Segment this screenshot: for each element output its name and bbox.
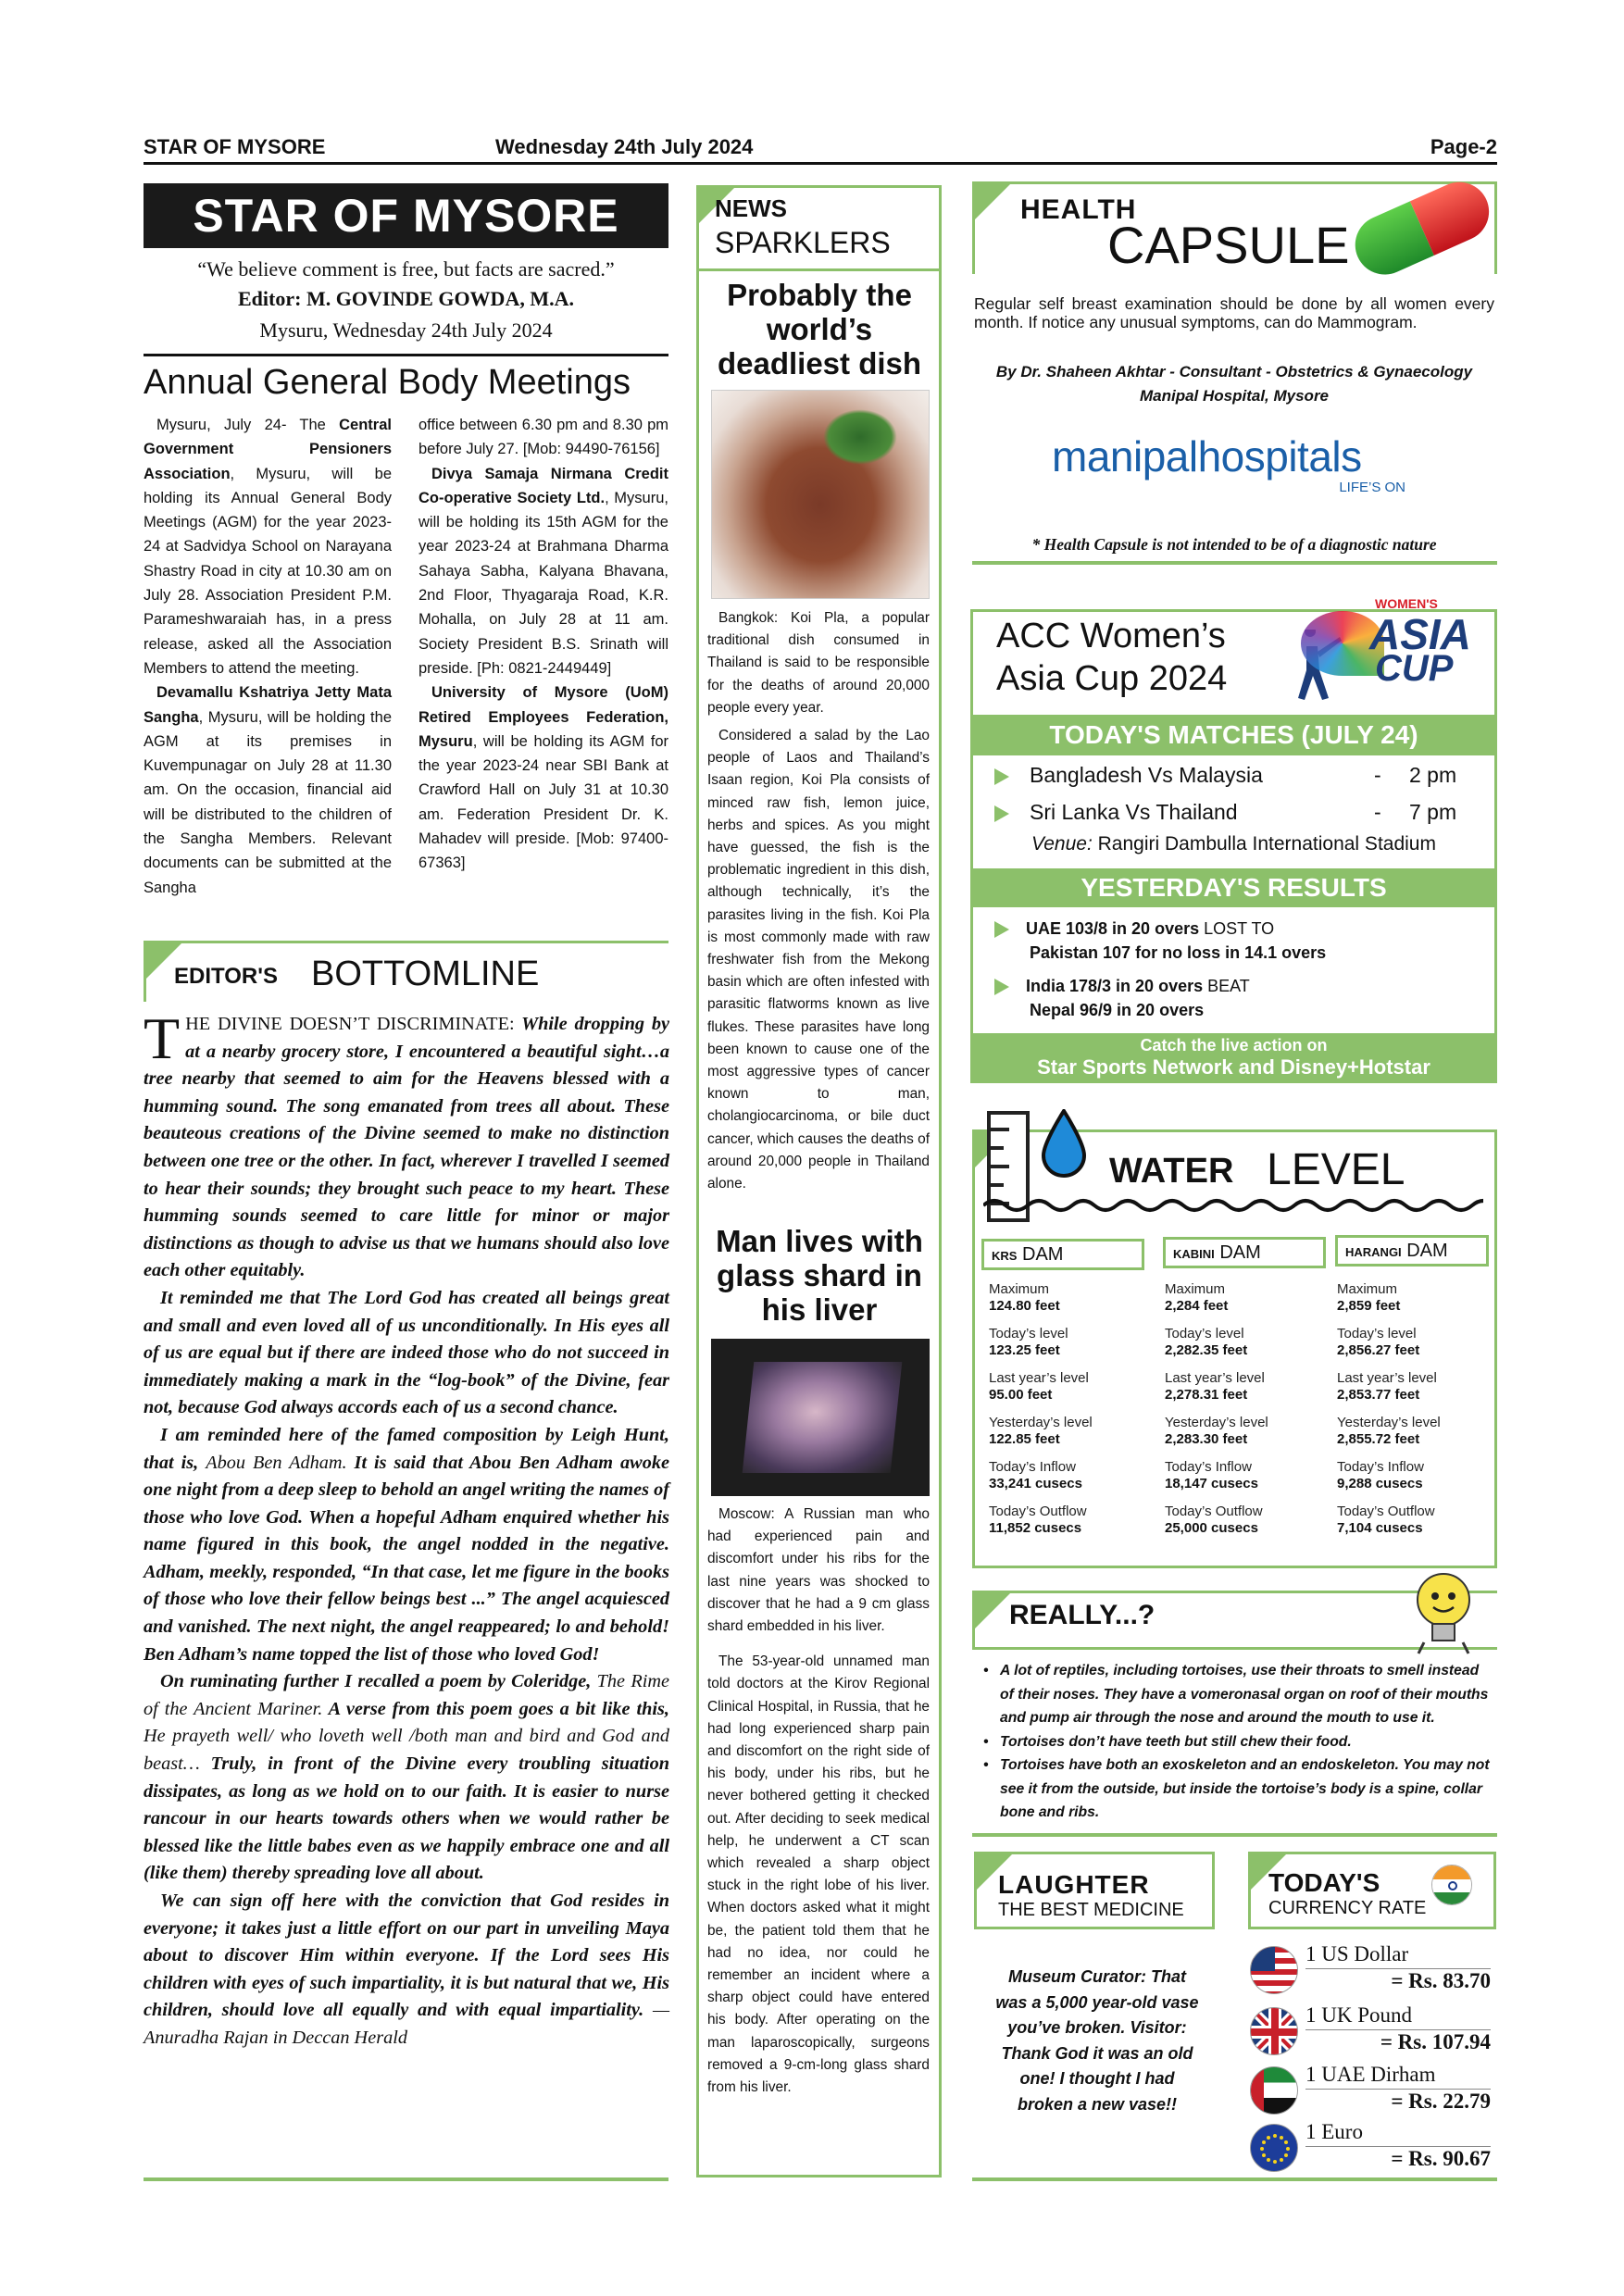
asia-cup-logo-bot: CUP: [1375, 648, 1454, 689]
masthead-rule: [144, 354, 668, 356]
agm-item: Devamallu Kshatriya Jetty Mata Sangha, Mysuru, will be holding the AGM at its premises in Kuvempunagar on July 28 at 11.30 am. On the occasion, financial aid will be distributed to the children of the Sangha Members. Relevant documents can be submitted at the Sangha: [144, 684, 392, 896]
news-label-big: SPARKLERS: [715, 226, 891, 259]
story1-body: [707, 607, 930, 1195]
currency-title: TODAY'S: [1268, 1868, 1380, 1897]
venue-line: Venue: Rangiri Dambulla International Stadium: [1031, 833, 1436, 855]
header-page-number: Page-2: [1430, 135, 1497, 158]
yesterdays-results-bar: [973, 868, 1494, 907]
asia-cup-logo-top: WOMEN'S: [1375, 596, 1438, 611]
news-label-rule: [699, 268, 939, 271]
result-row: UAE 103/8 in 20 overs LOST TO Pakistan 107 for no loss in 14.1 overs: [994, 917, 1476, 965]
laughter-joke: Museum Curator: That was a 5,000 year-old vase you’ve broken. Visitor: Thank God it was an old one! I thought I had broken a new vase!!: [995, 1967, 1199, 2114]
manipal-logo-name: manipalhospitals: [1052, 432, 1362, 480]
dam-label-kabini: KABINI DAM: [1163, 1237, 1326, 1268]
story2-photo: [711, 1339, 930, 1496]
health-label-big: CAPSULE: [1107, 216, 1350, 274]
water-waves-icon: [983, 1194, 1483, 1217]
live-action-line-2: Star Sports Network and Disney+Hotstar: [1037, 1055, 1430, 1079]
india-flag-icon: [1431, 1865, 1472, 1905]
todays-matches-label: TODAY'S MATCHES (JULY 24): [1049, 720, 1418, 749]
us-flag-icon: [1250, 1946, 1298, 1994]
live-action-line-1: Catch the live action on: [1140, 1036, 1328, 1054]
asia-cup-logo-mid: ASIA: [1369, 610, 1471, 658]
bottomline-body: [144, 1005, 670, 2053]
dam-stats-harangi: Maximum 2,859 feet Today’s level 2,856.27 feet Last year’s level 2,853.77 feet Yesterday’s level 2,855.72 feet Today’s Inflow 9,288 cusecs Today’s Outflow 7,104 cusecs: [1337, 1281, 1441, 1536]
story2-headline: Man lives with glass shard in his liver: [716, 1224, 923, 1327]
bottomline-bottom-rule: [144, 2177, 668, 2181]
eu-flag-icon: [1250, 2124, 1298, 2172]
agm-item: University of Mysore (UoM) Retired Employees Federation, Mysuru, will be holding its AGM for the year 2023-24 near SBI Bank at Crawford Hall on July 31 at 10.30 am. Federation President Dr. K. Mahadev will preside. [Mob: 97400-67363]: [418, 684, 668, 872]
match-row: Bangladesh Vs Malaysia - 2 pm: [994, 763, 1476, 788]
agm-column-1: [144, 413, 392, 900]
bullet-arrow-icon: [994, 768, 1009, 785]
story-paragraph: Bangkok: Koi Pla, a popular traditional dish consumed in Thailand is said to be responsible for the deaths of around 20,000 people every year.: [707, 610, 930, 716]
health-disclaimer: * Health Capsule is not intended to be of a diagnostic nature: [1031, 535, 1437, 554]
currency-row: 1 UAE Dirham = Rs. 22.79: [1305, 2063, 1491, 2113]
page-header: [144, 133, 1497, 165]
agm-item: Mysuru, July 24- The Central Government Pensioners Association, Mysuru, will be holding its Annual General Body Meetings (AGM) for the year 2023-24 at Sadvidya School on Narayana Shastry Road in city at 10.30 am on July 28. Association President P.M. Parameshwaraiah has, in a press release, asked all the Association Members to attend the meeting.: [144, 417, 392, 677]
health-hospital: Manipal Hospital, Mysore: [1139, 387, 1330, 405]
masthead-title: STAR OF MYSORE: [193, 190, 619, 242]
bullet-arrow-icon: [994, 921, 1009, 938]
currency-row: 1 Euro = Rs. 90.67: [1305, 2120, 1491, 2170]
garnish-leaves: [823, 409, 897, 465]
yesterdays-results-label: YESTERDAY'S RESULTS: [1081, 873, 1387, 902]
dam-label-krs: KRS DAM: [981, 1239, 1144, 1270]
manipal-logo-tag: LIFE’S ON: [1339, 480, 1405, 495]
uk-flag-icon: [1250, 2007, 1298, 2055]
water-title-light: LEVEL: [1267, 1145, 1405, 1194]
header-paper-name: STAR OF MYSORE: [144, 135, 326, 158]
story1-headline: Probably the world’s deadliest dish: [717, 278, 922, 381]
bottomline-paragraph: It reminded me that The Lord God has created all beings great and small and even loved all of us unconditionally. In His eyes all of us are equal but if there are indeed those who do not succeed in immediately making a mark in the “log-book” of the Divine, fear not, because God always accords each of us a second chance.: [144, 1287, 669, 1418]
story-paragraph: Considered a salad by the Lao people of Laos and Thailand’s Isaan region, Koi Pla consists of minced raw fish, lemon juice, herbs and spices. As you might have guessed, the fish is the problematic ingredient in this dish, although technically, it’s the parasites living in the fish. Koi Pla is most commonly made with raw freshwater fish from the Mekong basin which are often infested with parasitic flatworms known as live flukes. These parasites have long been known to cause one of the most aggressive types of cancer known to man, cholangiocarcinoma, or bile duct cancer, which causes the deaths of around 20,000 people in Thailand alone.: [707, 728, 930, 1192]
masthead-motto: “We believe comment is free, but facts are sacred.”: [197, 257, 615, 281]
masthead-banner: [144, 183, 668, 248]
currency-row: 1 US Dollar = Rs. 83.70: [1305, 1942, 1491, 1992]
bottomline-paragraph: We can sign off here with the conviction that God resides in everyone; it takes just a little effort on our part in unveiling Maya about to discover Him within everyone. If the Lord sees His children with eyes of such impartiality, it is but natural that we, His children, should love all equally and with equal impartiality. —Anuradha Rajan in Deccan Herald: [144, 1890, 669, 2048]
corner-tag: [975, 184, 1010, 219]
currency-subtitle: CURRENCY RATE: [1268, 1898, 1427, 1918]
water-title-bold: WATER: [1109, 1152, 1234, 1191]
drop-cap: T: [144, 1005, 181, 1071]
asia-cup-logo: [1282, 593, 1471, 704]
masthead-dateline: Mysuru, Wednesday 24th July 2024: [259, 318, 553, 342]
water-drop-icon: [1041, 1109, 1087, 1179]
story2-body: [707, 1504, 930, 2099]
right-bottom-rule: [972, 2177, 1497, 2181]
corner-tag: [975, 1593, 1010, 1628]
health-label-small: HEALTH: [1020, 194, 1137, 225]
bottomline-paragraph: THE DIVINE DOESN’T DISCRIMINATE: While dropping by at a nearby grocery store, I encountered a beautiful sight…a tree nearby that seemed to aim for the Heavens blessed with a humming sound. The song emanated from trees all about. These beauteous creations of the Divine seemed to make no distinction between one tree or the other. In fact, wherever I travelled I seemed to hear their sounds; they brought such peace to my heart. These humming sounds seemed to care little for minor or major distinctions as though to advise us that we humans should also love each other equitably.: [144, 1005, 669, 1281]
todays-matches-bar: [973, 715, 1494, 755]
story-paragraph: The 53-year-old unnamed man told doctors at the Kirov Regional Clinical Hospital, in Russia, that he had long experienced sharp pain and discomfort on the right side of his body, under his ribs, but he never bothered getting it checked out. After deciding to seek medical help, he underwent a CT scan which revealed a sharp object stuck in the right lobe of his liver. When doctors asked what it might be, the patient told them that he had no idea, nor could he remember an incident where a sharp object could have entered his body. After operating on the man laparoscopically, surgeons removed a 9-cm-long glass shard from his liver.: [707, 1653, 930, 2096]
laughter-title: LAUGHTER: [998, 1870, 1150, 1899]
list-item: • A lot of reptiles, including tortoises, use their throats to smell instead of their noses. They have a vomeronasal organ on roof of their mouths and pump air through the nose and around the mouth to use it.: [983, 1663, 1489, 1726]
really-bottom-rule: [972, 1833, 1497, 1837]
lightbulb-icon: [1411, 1568, 1476, 1657]
health-text: Regular self breast examination should be done by all women every month. If notice any unusual symptoms, can do Mammogram.: [974, 294, 1494, 331]
story-paragraph: Moscow: A Russian man who had experienced pain and discomfort under his ribs for the last nine years was shocked to discover that he had a 9 cm glass shard embedded in his liver.: [707, 1506, 930, 1635]
bottomline-paragraph: I am reminded here of the famed composition by Leigh Hunt, that is, Abou Ben Adham. It is said that Abou Ben Adham awoke one night from a deep sleep to behold an angel writing the names of those who love God. When a hopeful Adham enquired whether his name figured in this book, the angel nodded in the negative. Adham, meekly, responded, “In that case, let me figure in the books of those who love their fellow beings best ...” The angel acquiesced and vanished. The next night, the angel reappeared; lo and behold! Ben Adham’s name topped the list of those who loved God!: [144, 1424, 669, 1665]
really-title: REALLY...?: [1009, 1600, 1156, 1630]
live-action-bar: [973, 1033, 1494, 1080]
health-bottom-rule: [972, 561, 1497, 565]
agm-heading: Annual General Body Meetings: [144, 363, 631, 402]
asia-cup-title-2: Asia Cup 2024: [996, 659, 1228, 698]
laughter-subtitle: THE BEST MEDICINE: [998, 1900, 1184, 1920]
list-item: • Tortoises don’t have teeth but still chew their food.: [983, 1733, 1352, 1750]
manipal-logo: [1052, 431, 1413, 496]
dam-stats-krs: Maximum 124.80 feet Today’s level 123.25 feet Last year’s level 95.00 feet Yesterday’s level 122.85 feet Today’s Inflow 33,241 cusecs Today’s Outflow 11,852 cusecs: [989, 1281, 1093, 1536]
masthead-editor: Editor: M. GOVINDE GOWDA, M.A.: [238, 287, 574, 310]
dam-stats-kabini: Maximum 2,284 feet Today’s level 2,282.35 feet Last year’s level 2,278.31 feet Yesterday’s level 2,283.30 feet Today’s Inflow 18,147 cusecs Today’s Outflow 25,000 cusecs: [1165, 1281, 1268, 1536]
news-label-small: NEWS: [715, 194, 787, 222]
match-row: Sri Lanka Vs Thailand - 7 pm: [994, 800, 1476, 825]
agm-item: office between 6.30 pm and 8.30 pm before July 27. [Mob: 94490-76156]: [418, 417, 668, 458]
story1-photo: [711, 390, 930, 599]
currency-row: 1 UK Pound = Rs. 107.94: [1305, 2003, 1491, 2053]
really-list: [981, 1659, 1493, 1825]
ct-screen: [743, 1362, 903, 1473]
asia-cup-title-1: ACC Women’s: [996, 617, 1226, 655]
bullet-arrow-icon: [994, 979, 1009, 995]
bottomline-label-big: BOTTOMLINE: [311, 955, 540, 993]
header-date: Wednesday 24th July 2024: [495, 135, 754, 158]
health-byline: By Dr. Shaheen Akhtar - Consultant - Obstetrics & Gynaecology: [995, 363, 1473, 381]
agm-item: Divya Samaja Nirmana Credit Co-operative Society Ltd., Mysuru, will be holding its 15th AGM for the year 2023-24 at Brahmana Dharma Sahaya Sabha, Kalyana Bhavana, 2nd Floor, Thyagaraja Road, K.R. Mohalla, on July 28 at 11 am. Society President B.S. Srinath will preside. [Ph: 0821-2449449]: [418, 465, 668, 677]
agm-column-2: [418, 413, 668, 876]
bottomline-label-small: EDITOR'S: [174, 964, 278, 989]
result-row: India 178/3 in 20 overs BEAT Nepal 96/9 in 20 overs: [994, 974, 1476, 1022]
bottomline-paragraph: On ruminating further I recalled a poem by Coleridge, The Rime of the Ancient Mariner. A verse from this poem goes a bit like this, He prayeth well/ who loveth well /both man and bird and God and beast… Truly, in front of the Divine every troubling situation dissipates, as long as we hold on to our faith. It is easier to nurse rancour in our hearts towards others when we would rather be blessed like the little babes even as we happily embrace one and all (like them) thereby spreading love all about.: [144, 1671, 670, 1884]
bullet-arrow-icon: [994, 805, 1009, 822]
list-item: • Tortoises have both an exoskeleton and an endoskeleton. You may not see it from the outside, but inside the tortoise’s body is a spine, collar bone and ribs.: [983, 1757, 1490, 1820]
dam-label-harangi: HARANGI DAM: [1335, 1235, 1489, 1267]
uae-flag-icon: [1250, 2066, 1298, 2115]
bottomline-label-box: [144, 941, 668, 1002]
